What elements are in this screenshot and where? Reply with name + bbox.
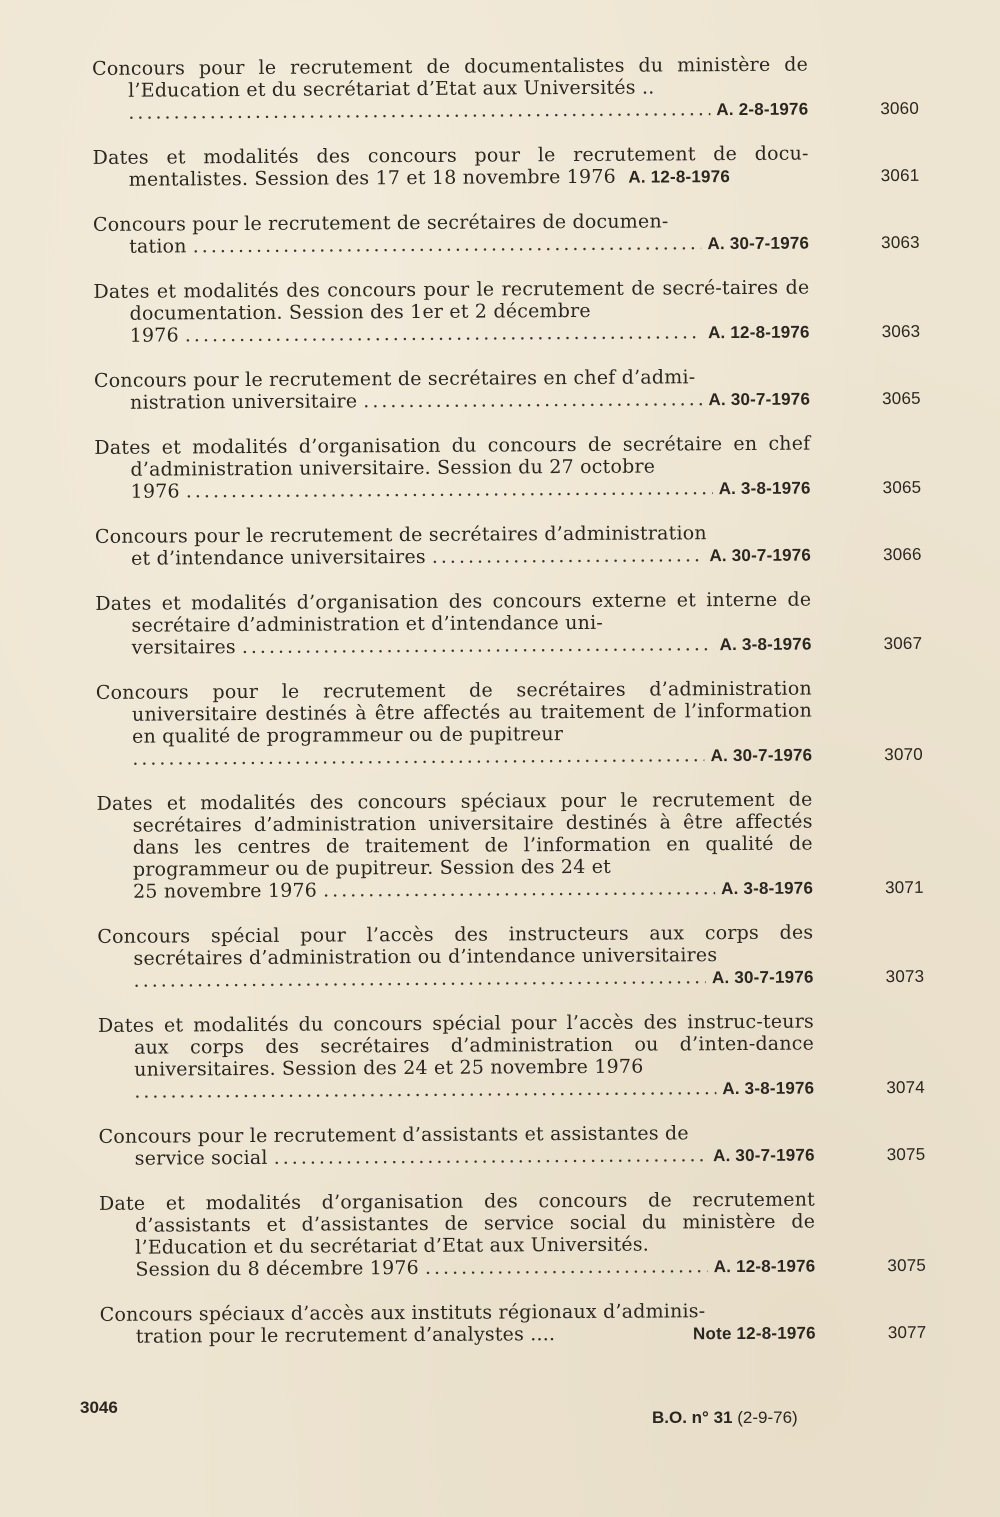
entry-title <box>93 143 809 192</box>
list-item <box>82 365 962 415</box>
list-item <box>84 677 965 771</box>
entry-page-number: 3063 <box>881 321 921 342</box>
entry-tail-line <box>130 321 810 348</box>
list-item <box>81 142 961 192</box>
entry-page-number: 3066 <box>882 544 922 565</box>
dot-leader <box>134 966 706 991</box>
list-item <box>83 588 963 660</box>
entry-tail-line <box>130 388 810 415</box>
entry-tail-line <box>128 98 808 125</box>
entry-page-number: 3063 <box>881 232 920 253</box>
list-item <box>83 521 963 571</box>
entry-tail-text: nistration universitaire <box>130 390 358 414</box>
entry-page-number: 3077 <box>887 1322 927 1343</box>
entry-tail-text: tration pour le recrutement d’analystes .... <box>135 1323 556 1348</box>
entry-reference: A. 30-7-1976 <box>709 545 812 566</box>
entry-page-number: 3065 <box>882 388 921 409</box>
entry-title: Concours pour le recrutement de secrétaires d’administration universitaire destinés à être affectés au traitement de l’information en qualité de programmeur ou de pupitreur <box>95 677 813 748</box>
dot-leader <box>363 388 702 412</box>
entry-title: Concours pour le recrutement de secrétaires de documen- <box>92 210 669 236</box>
entry-title: Dates et modalités des concours spéciaux pour le recrutement de secrétaires d’administration universitaire destinés à être affectés dans les centres de traitement de l’information en qualité de programmeur ou de pupitreur. Session des 24 et <box>96 788 813 881</box>
entry-title: Dates et modalités du concours spécial pour l’accès des instruc-teurs aux corps des secrétaires d’administration ou d’inten-dance universitaires. Session des 24 et 25 novembre 1976 <box>97 1010 815 1081</box>
dot-leader <box>425 1255 708 1279</box>
dot-leader <box>134 1077 716 1103</box>
list-item <box>87 1188 968 1282</box>
entry-page-number: 3061 <box>880 165 920 186</box>
page-number: 3046 <box>80 1398 118 1417</box>
entry-title: Concours pour le recrutement de secrétaires en chef d’admi- <box>93 366 696 392</box>
bulletin-date: (2-9-76) <box>737 1408 798 1427</box>
dot-leader <box>128 98 710 124</box>
entry-page-number: 3070 <box>884 744 923 765</box>
entry-tail-text: versitaires <box>131 636 236 659</box>
dot-leader <box>186 477 713 502</box>
entry-title: Dates et modalités des concours pour le recrutement de secré-taires de documentation. Session des 1er et 2 décembre <box>93 276 810 325</box>
entry-tail-line <box>132 744 812 771</box>
entry-title: Concours spéciaux d’accès aux instituts régionaux d’adminis- <box>99 1300 706 1326</box>
entry-tail-text: 1976 <box>129 324 179 347</box>
entry-reference: A. 30-7-1976 <box>708 389 811 410</box>
entry-reference: A. 30-7-1976 <box>711 967 814 988</box>
entry-tail-text: tation <box>129 235 187 258</box>
entry-tail-text: Session du 8 décembre 1976 <box>135 1256 419 1281</box>
entry-reference: A. 3-8-1976 <box>721 878 814 899</box>
dot-leader <box>185 321 702 346</box>
entry-reference: A. 3-8-1976 <box>718 478 811 499</box>
list-item <box>85 921 965 993</box>
entry-reference: A. 12-8-1976 <box>707 322 810 343</box>
entry-tail-line <box>132 633 812 660</box>
entry-title: Concours pour le recrutement de documentalistes du ministère de l’Education et du secrétariat d’Etat aux Universités .. <box>91 53 809 102</box>
entry-page-number: 3075 <box>886 1144 926 1165</box>
entry-reference: A. 2-8-1976 <box>716 99 809 120</box>
entry-tail-text: 1976 <box>130 480 180 503</box>
entry-tail-text: et d’intendance universitaires <box>130 545 426 570</box>
entry-tail-line <box>131 477 811 504</box>
entry-title: Date et modalités d’organisation des concours de recrutement d’assistants et d’assistantes de service social du ministère de l’Education et du secrétariat d’Etat aux Universités. <box>98 1188 816 1259</box>
entry-reference: A. 30-7-1976 <box>710 745 813 766</box>
entry-tail-line <box>133 877 813 904</box>
entry-tail-text: 25 novembre 1976 <box>133 879 318 903</box>
entry-title: Concours spécial pour l’accès des instructeurs aux corps des secrétaires d’administration ou d’intendance universitaires <box>97 921 814 970</box>
entry-title: Dates et modalités d’organisation des concours externe et interne de secrétaire d’administration et d’intendance uni- <box>95 588 812 637</box>
entry-tail-line <box>136 1322 816 1349</box>
entry-title: Concours pour le recrutement de secrétaires d’administration <box>94 522 707 548</box>
entry-tail-line <box>129 232 809 259</box>
list-item <box>86 1010 967 1104</box>
entry-page-number: 3071 <box>885 877 924 898</box>
entry-reference: A. 12-8-1976 <box>713 1256 816 1277</box>
entry-tail-line <box>134 1077 814 1104</box>
entry-page-number: 3074 <box>886 1077 925 1098</box>
bulletin-reference <box>652 1408 798 1428</box>
list-item <box>80 53 960 125</box>
entry-reference: A. 12-8-1976 <box>628 167 731 187</box>
dot-leader <box>274 1144 708 1169</box>
entries-list <box>80 53 968 1371</box>
entry-page-number: 3065 <box>882 477 922 498</box>
list-item <box>88 1299 968 1349</box>
dot-leader <box>323 877 715 901</box>
list-item <box>87 1121 967 1171</box>
entry-tail-text: service social <box>134 1146 268 1170</box>
entry-reference: A. 30-7-1976 <box>707 233 810 254</box>
entry-page-number: 3075 <box>887 1255 927 1276</box>
dot-leader <box>193 232 702 257</box>
bulletin-prefix: B.O. n° <box>652 1408 709 1427</box>
list-item <box>81 209 961 259</box>
entry-reference: Note 12-8-1976 <box>692 1323 816 1344</box>
list-item <box>81 276 961 348</box>
entry-reference: A. 3-8-1976 <box>722 1078 815 1099</box>
entry-title-text: Dates et modalités des concours pour le recrutement de docu-mentalistes. Session des 17 et 18 novembre 1976 <box>92 142 809 191</box>
list-item <box>84 788 965 904</box>
entry-reference: A. 3-8-1976 <box>719 634 812 655</box>
entry-reference: A. 30-7-1976 <box>713 1145 815 1166</box>
dot-leader <box>432 544 704 568</box>
entry-tail-line <box>131 544 811 571</box>
bulletin-number: 31 <box>713 1408 733 1427</box>
entry-tail-line <box>135 1144 815 1171</box>
entry-tail-line <box>135 1255 815 1282</box>
list-item <box>82 432 962 504</box>
entry-page-number: 3060 <box>880 98 920 119</box>
entry-tail-line <box>134 966 814 993</box>
entry-page-number: 3067 <box>883 633 923 654</box>
dot-leader <box>242 633 714 658</box>
entry-title: Dates et modalités d’organisation du concours de secrétaire en chef d’administration universitaire. Session du 27 octobre <box>94 432 811 481</box>
entry-title: Concours pour le recrutement d’assistants et assistantes de <box>98 1122 689 1148</box>
dot-leader <box>132 744 704 769</box>
entry-page-number: 3073 <box>885 966 925 987</box>
